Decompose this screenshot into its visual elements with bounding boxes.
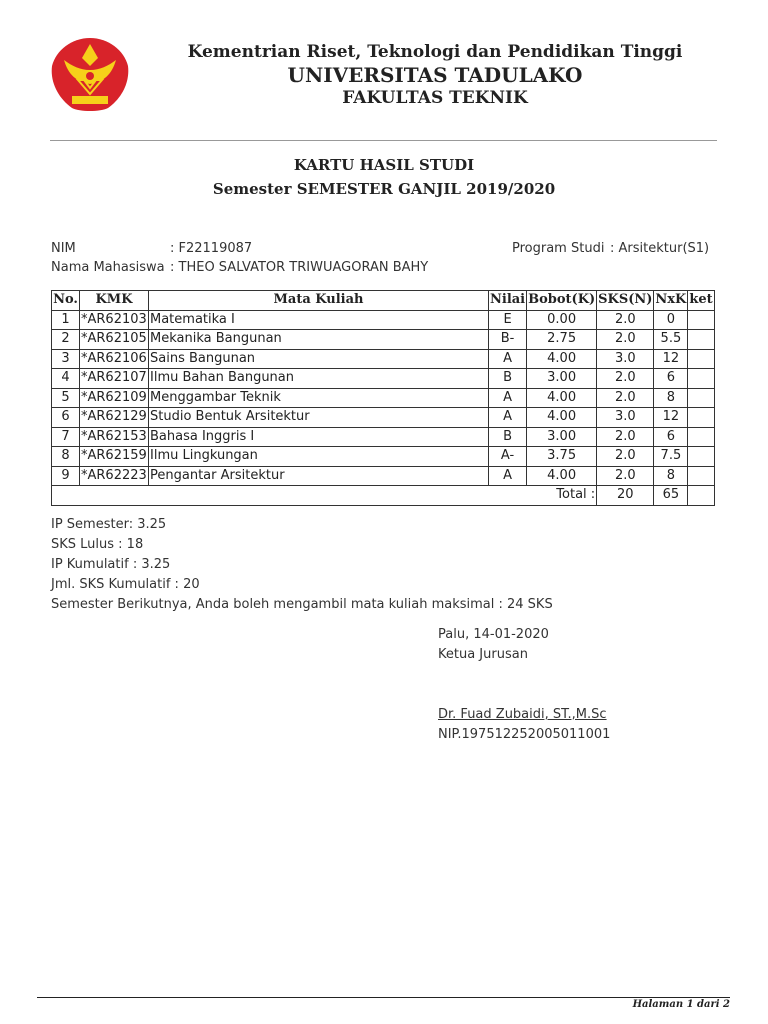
ip-kumulatif: IP Kumulatif : 3.25 <box>51 557 171 572</box>
program-label: Program Studi <box>512 241 605 256</box>
row-no: 5 <box>52 388 80 408</box>
page-number: Halaman 1 dari 2 <box>632 999 730 1010</box>
row-credits: 2.0 <box>597 369 654 389</box>
row-nxk: 12 <box>654 349 688 369</box>
row-no: 7 <box>52 427 80 447</box>
col-header-credits: SKS(N) <box>597 291 654 311</box>
row-note <box>688 466 714 486</box>
col-header-kmk: KMK <box>80 291 149 311</box>
row-course: Menggambar Teknik <box>149 388 489 408</box>
row-no: 6 <box>52 408 80 428</box>
row-nxk: 8 <box>654 388 688 408</box>
ip-semester: IP Semester: 3.25 <box>51 517 167 532</box>
row-no: 2 <box>52 330 80 350</box>
col-header-note: ket <box>688 291 714 311</box>
row-note <box>688 427 714 447</box>
row-weight: 4.00 <box>527 349 597 369</box>
row-kmk: *AR62103 <box>80 310 149 330</box>
row-kmk: *AR62223 <box>80 466 149 486</box>
row-course: Matematika I <box>149 310 489 330</box>
row-nxk: 5.5 <box>654 330 688 350</box>
row-grade: E <box>489 310 527 330</box>
row-no: 8 <box>52 447 80 467</box>
row-course: Pengantar Arsitektur <box>149 466 489 486</box>
faculty-name: FAKULTAS TEKNIK <box>342 88 528 108</box>
row-credits: 2.0 <box>597 447 654 467</box>
sks-lulus: SKS Lulus : 18 <box>51 537 144 552</box>
row-weight: 0.00 <box>527 310 597 330</box>
row-weight: 3.75 <box>527 447 597 467</box>
row-kmk: *AR62129 <box>80 408 149 428</box>
program-value: : Arsitektur(S1) <box>610 241 710 256</box>
row-course: Bahasa Inggris I <box>149 427 489 447</box>
university-name: UNIVERSITAS TADULAKO <box>287 63 583 87</box>
row-nxk: 6 <box>654 427 688 447</box>
total-label: Total : <box>52 486 597 506</box>
col-header-course: Mata Kuliah <box>149 291 489 311</box>
row-credits: 2.0 <box>597 310 654 330</box>
row-note <box>688 408 714 428</box>
signatory-name: Dr. Fuad Zubaidi, ST.,M.Sc <box>438 707 607 722</box>
row-weight: 4.00 <box>527 388 597 408</box>
table-row <box>52 310 715 330</box>
table-row <box>52 427 715 447</box>
ministry-name: Kementrian Riset, Teknologi dan Pendidikan Tinggi <box>187 42 683 62</box>
row-nxk: 0 <box>654 310 688 330</box>
sks-kumulatif: Jml. SKS Kumulatif : 20 <box>51 577 200 592</box>
row-grade: A <box>489 349 527 369</box>
table-row <box>52 408 715 428</box>
row-credits: 2.0 <box>597 427 654 447</box>
row-grade: B <box>489 369 527 389</box>
row-note <box>688 310 714 330</box>
place-date: Palu, 14-01-2020 <box>438 627 549 642</box>
row-no: 1 <box>52 310 80 330</box>
col-header-weight: Bobot(K) <box>527 291 597 311</box>
row-credits: 2.0 <box>597 388 654 408</box>
row-weight: 4.00 <box>527 408 597 428</box>
row-credits: 2.0 <box>597 330 654 350</box>
table-row <box>52 369 715 389</box>
table-row <box>52 447 715 467</box>
header-divider <box>50 140 717 141</box>
table-row <box>52 388 715 408</box>
table-row <box>52 466 715 486</box>
row-kmk: *AR62153 <box>80 427 149 447</box>
row-weight: 2.75 <box>527 330 597 350</box>
total-row <box>52 486 715 506</box>
row-credits: 2.0 <box>597 466 654 486</box>
row-grade: A- <box>489 447 527 467</box>
footer-divider <box>37 997 730 998</box>
row-note <box>688 447 714 467</box>
row-grade: A <box>489 466 527 486</box>
total-note <box>688 486 714 506</box>
row-note <box>688 369 714 389</box>
row-grade: B- <box>489 330 527 350</box>
student-name-label: Nama Mahasiswa <box>51 260 165 275</box>
row-grade: A <box>489 388 527 408</box>
nim-value: : F22119087 <box>170 241 253 256</box>
row-kmk: *AR62106 <box>80 349 149 369</box>
row-kmk: *AR62107 <box>80 369 149 389</box>
student-name-value: : THEO SALVATOR TRIWUAGORAN BAHY <box>170 260 429 275</box>
row-course: Mekanika Bangunan <box>149 330 489 350</box>
table-row <box>52 330 715 350</box>
grades-table <box>51 290 715 506</box>
row-nxk: 7.5 <box>654 447 688 467</box>
next-semester-note: Semester Berikutnya, Anda boleh mengambil mata kuliah maksimal : 24 SKS <box>51 597 553 612</box>
row-credits: 3.0 <box>597 349 654 369</box>
row-note <box>688 388 714 408</box>
row-course: Sains Bangunan <box>149 349 489 369</box>
document-title: KARTU HASIL STUDI <box>293 156 475 174</box>
university-logo <box>50 36 130 112</box>
row-no: 4 <box>52 369 80 389</box>
row-grade: A <box>489 408 527 428</box>
col-header-nxk: NxK <box>654 291 688 311</box>
row-no: 9 <box>52 466 80 486</box>
row-course: Ilmu Lingkungan <box>149 447 489 467</box>
nim-label: NIM <box>51 241 76 256</box>
row-note <box>688 330 714 350</box>
row-weight: 3.00 <box>527 427 597 447</box>
col-header-grade: Nilai <box>489 291 527 311</box>
signatory-position: Ketua Jurusan <box>438 647 528 662</box>
row-nxk: 8 <box>654 466 688 486</box>
col-header-no: No. <box>52 291 80 311</box>
signatory-nip: NIP.197512252005011001 <box>438 727 611 742</box>
table-row <box>52 349 715 369</box>
row-kmk: *AR62105 <box>80 330 149 350</box>
row-kmk: *AR62159 <box>80 447 149 467</box>
row-weight: 4.00 <box>527 466 597 486</box>
total-nxk: 65 <box>654 486 688 506</box>
row-no: 3 <box>52 349 80 369</box>
row-note <box>688 349 714 369</box>
row-course: Ilmu Bahan Bangunan <box>149 369 489 389</box>
total-credits: 20 <box>597 486 654 506</box>
row-weight: 3.00 <box>527 369 597 389</box>
row-kmk: *AR62109 <box>80 388 149 408</box>
row-credits: 3.0 <box>597 408 654 428</box>
row-nxk: 12 <box>654 408 688 428</box>
semester-title: Semester SEMESTER GANJIL 2019/2020 <box>212 180 556 198</box>
table-header-row <box>52 291 715 311</box>
row-nxk: 6 <box>654 369 688 389</box>
row-grade: B <box>489 427 527 447</box>
row-course: Studio Bentuk Arsitektur <box>149 408 489 428</box>
